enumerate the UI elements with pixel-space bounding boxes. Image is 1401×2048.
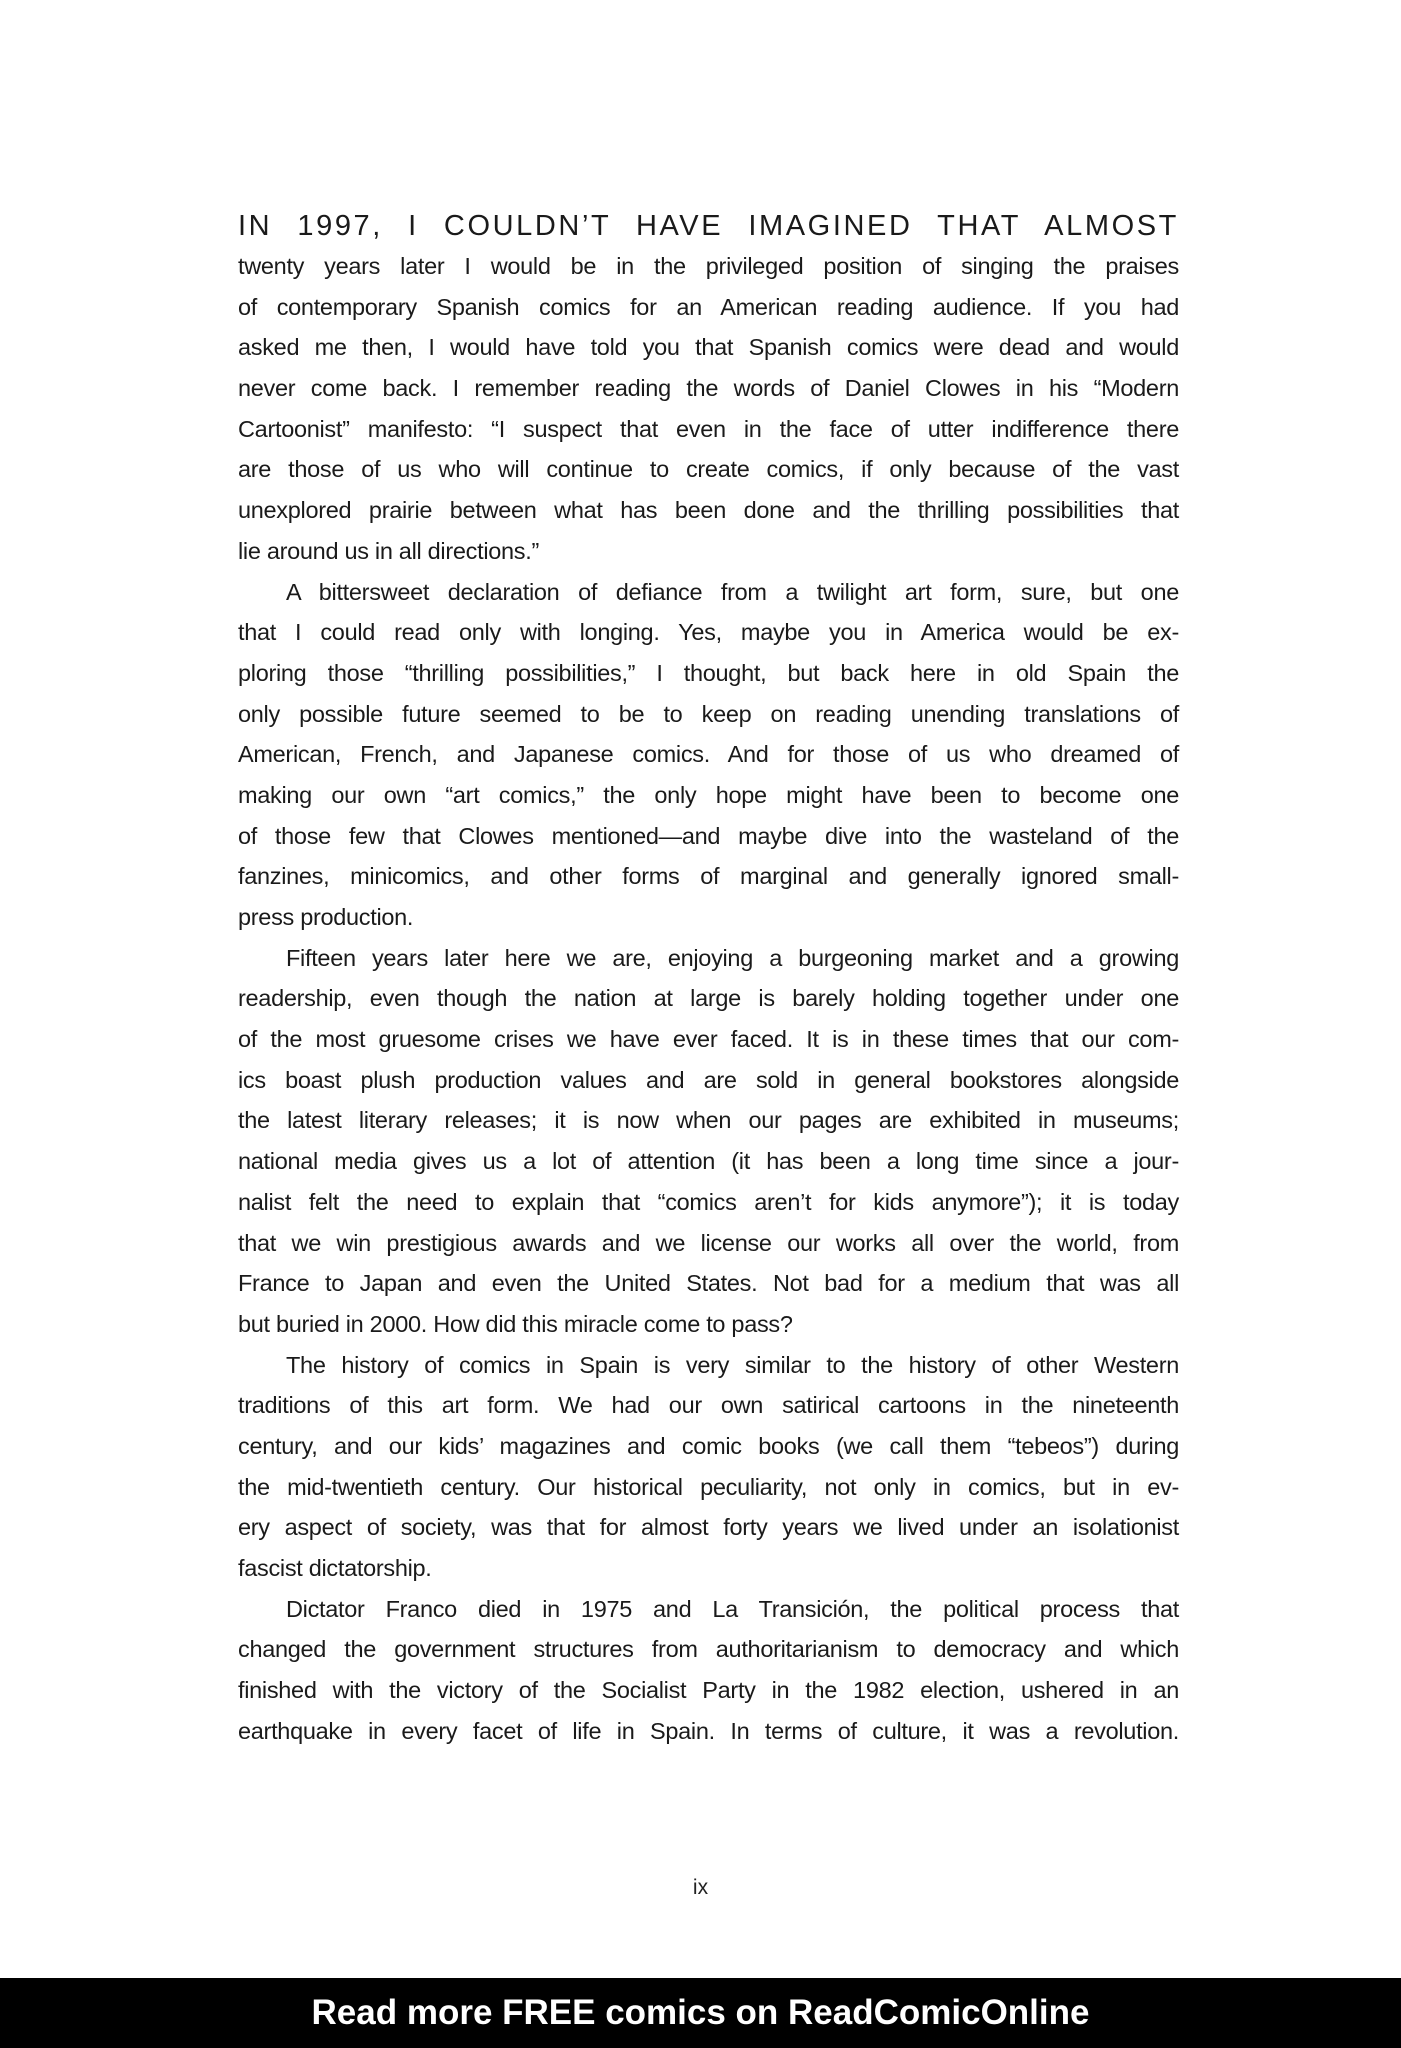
paragraph <box>238 1345 1179 1589</box>
text-line: Fifteen years later here we are, enjoying a burgeoning market and a growing <box>286 944 1179 971</box>
text-line: ploring those “thrilling possibilities,” I thought, but back here in old Spain the <box>238 659 1179 686</box>
text-line: ery aspect of society, was that for almost forty years we lived under an isolationist <box>238 1514 1179 1541</box>
text-line: The history of comics in Spain is very similar to the history of other Western <box>286 1351 1179 1378</box>
text-line: fascist dictatorship. <box>238 1555 432 1581</box>
text-line: of those few that Clowes mentioned—and maybe dive into the wasteland of the <box>238 822 1179 849</box>
paragraph <box>238 572 1179 938</box>
text-line: century, and our kids’ magazines and comic books (we call them “tebeos”) during <box>238 1432 1179 1459</box>
text-line: lie around us in all directions.” <box>238 537 539 564</box>
text-line: are those of us who will continue to create comics, if only because of the vast <box>238 456 1179 483</box>
text-line: changed the government structures from authoritarianism to democracy and which <box>238 1636 1179 1663</box>
text-line: of contemporary Spanish comics for an American reading audience. If you had <box>238 293 1179 320</box>
text-line: twenty years later I would be in the privileged position of singing the praises <box>238 253 1179 279</box>
paragraphs <box>238 246 1179 1751</box>
text-line: that I could read only with longing. Yes, maybe you in America would be ex- <box>238 619 1179 646</box>
text-line: of the most gruesome crises we have ever faced. It is in these times that our com- <box>238 1026 1179 1053</box>
text-line: Dictator Franco died in 1975 and La Transición, the political process that <box>286 1595 1179 1622</box>
text-line: France to Japan and even the United States. Not bad for a medium that was all <box>238 1270 1179 1297</box>
chapter-opening-heading: IN 1997, I COULDN’T HAVE IMAGINED THAT ALMOST <box>238 210 1179 242</box>
text-line: only possible future seemed to be to keep on reading unending translations of <box>238 700 1179 727</box>
text-line: unexplored prairie between what has been done and the thrilling possibilities that <box>238 497 1179 524</box>
text-line: the latest literary releases; it is now when our pages are exhibited in museums; <box>238 1107 1179 1134</box>
text-line: asked me then, I would have told you that Spanish comics were dead and would <box>238 334 1179 361</box>
page-number: ix <box>692 1876 709 1899</box>
text-line: traditions of this art form. We had our own satirical cartoons in the nineteenth <box>238 1392 1179 1419</box>
text-line: national media gives us a lot of attention (it has been a long time since a jour- <box>238 1148 1179 1175</box>
text-line: A bittersweet declaration of defiance from a twilight art form, sure, but one <box>286 578 1179 605</box>
text-line: but buried in 2000. How did this miracle come to pass? <box>238 1310 793 1337</box>
text-line: that we win prestigious awards and we license our works all over the world, from <box>238 1229 1179 1256</box>
text-line: earthquake in every facet of life in Spain. In terms of culture, it was a revolution. <box>238 1717 1179 1744</box>
promo-banner[interactable]: Read more FREE comics on ReadComicOnline <box>0 1978 1401 2048</box>
text-line: American, French, and Japanese comics. And for those of us who dreamed of <box>238 741 1179 768</box>
text-line: never come back. I remember reading the words of Daniel Clowes in his “Modern <box>238 375 1179 402</box>
paragraph <box>238 1589 1179 1752</box>
text-line: the mid-twentieth century. Our historical peculiarity, not only in comics, but in ev- <box>238 1473 1179 1500</box>
text-line: making our own “art comics,” the only hope might have been to become one <box>238 781 1179 808</box>
body-text <box>238 206 1179 1751</box>
paragraph <box>238 938 1179 1345</box>
text-line: finished with the victory of the Socialist Party in the 1982 election, ushered in an <box>238 1677 1179 1704</box>
text-line: ics boast plush production values and are sold in general bookstores alongside <box>238 1066 1179 1093</box>
text-line: readership, even though the nation at large is barely holding together under one <box>238 985 1179 1012</box>
text-line: Cartoonist” manifesto: “I suspect that even in the face of utter indifference there <box>238 415 1179 442</box>
paragraph <box>238 246 1179 572</box>
text-line: nalist felt the need to explain that “comics aren’t for kids anymore”); it is today <box>238 1188 1179 1215</box>
text-line: press production. <box>238 904 414 930</box>
text-line: fanzines, minicomics, and other forms of marginal and generally ignored small- <box>238 863 1179 890</box>
